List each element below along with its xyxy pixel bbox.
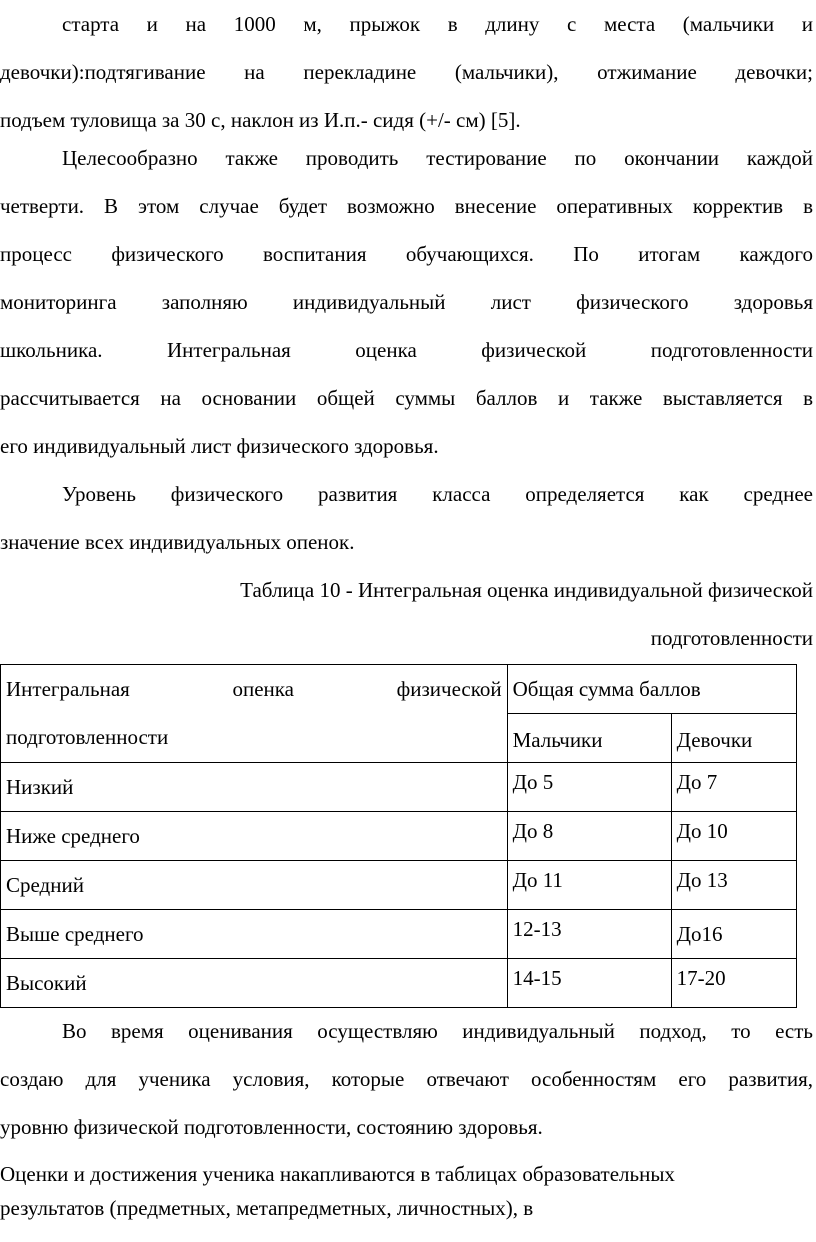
- paragraph-tests-list: [0, 0, 813, 144]
- table-row: [1, 763, 797, 812]
- text-line: его индивидуальный лист физического здоровья.: [0, 434, 439, 458]
- table-header-row: [1, 665, 797, 714]
- text-line: четверти. В этом случае будет возможно внесение оперативных корректив в: [0, 194, 813, 218]
- cell-boys: До 8: [507, 812, 671, 861]
- cell-boys: До 5: [507, 763, 671, 812]
- text-line: создаю для ученика условия, которые отвечают особенностям его развития,: [0, 1067, 813, 1091]
- text-line: Во время оценивания осуществляю индивидуальный подход, то есть: [62, 1019, 813, 1043]
- table-row: [1, 910, 797, 959]
- table-row: [1, 959, 797, 1008]
- text-line: подъем туловища за 30 с, наклон из И.п.- сидя (+/- см) [5].: [0, 108, 521, 132]
- header-assessment: Интегральная опенка физической подготовленности: [1, 665, 508, 763]
- text-line: значение всех индивидуальных опенок.: [0, 530, 355, 554]
- paragraph-individual-approach: [0, 1007, 813, 1151]
- cell-boys: 12-13: [507, 910, 671, 959]
- cell-girls: До16: [671, 910, 796, 959]
- cell-boys: 14-15: [507, 959, 671, 1008]
- table-caption: [240, 566, 813, 662]
- cell-girls: До 10: [671, 812, 796, 861]
- table-row: [1, 812, 797, 861]
- cell-level: Высокий: [1, 959, 508, 1008]
- header-boys: Мальчики: [507, 714, 671, 763]
- cell-girls: До 7: [671, 763, 796, 812]
- cell-level: Выше среднего: [1, 910, 508, 959]
- cell-boys: До 11: [507, 861, 671, 910]
- table-caption-line2: подготовленности: [650, 626, 813, 650]
- text-line: мониторинга заполняю индивидуальный лист физического здоровья: [0, 290, 813, 314]
- text-line: рассчитывается на основании общей суммы баллов и также выставляется в: [0, 386, 813, 410]
- text-line: старта и на 1000 м, прыжок в длину с места (мальчики и: [62, 12, 813, 36]
- text-line: Оценки и достижения ученика накапливаются в таблицах образовательных: [0, 1162, 675, 1186]
- table-caption-line1: Таблица 10 - Интегральная оценка индивидуальной физической: [240, 578, 813, 602]
- paragraph-quarter-testing: [0, 134, 813, 470]
- cell-girls: 17-20: [671, 959, 796, 1008]
- cell-level: Ниже среднего: [1, 812, 508, 861]
- paragraph-class-level: [0, 470, 813, 566]
- text-line: процесс физического воспитания обучающихся. По итогам каждого: [0, 242, 813, 266]
- cell-girls: До 13: [671, 861, 796, 910]
- text-line: результатов (предметных, метапредметных, личностных), в: [0, 1196, 534, 1220]
- paragraph-achievements: [0, 1157, 813, 1225]
- header-total-points: Общая сумма баллов: [507, 665, 796, 714]
- cell-level: Низкий: [1, 763, 508, 812]
- table-row: [1, 861, 797, 910]
- text-line: уровню физической подготовленности, состоянию здоровья.: [0, 1115, 543, 1139]
- text-line: Целесообразно также проводить тестирование по окончании каждой: [62, 146, 813, 170]
- cell-level: Средний: [1, 861, 508, 910]
- text-line: девочки):подтягивание на перекладине (мальчики), отжимание девочки;: [0, 60, 813, 84]
- text-line: Уровень физического развития класса определяется как среднее: [62, 482, 813, 506]
- text-line: школьника. Интегральная оценка физической подготовленности: [0, 338, 813, 362]
- integral-assessment-table: [0, 664, 797, 1008]
- header-girls: Девочки: [671, 714, 796, 763]
